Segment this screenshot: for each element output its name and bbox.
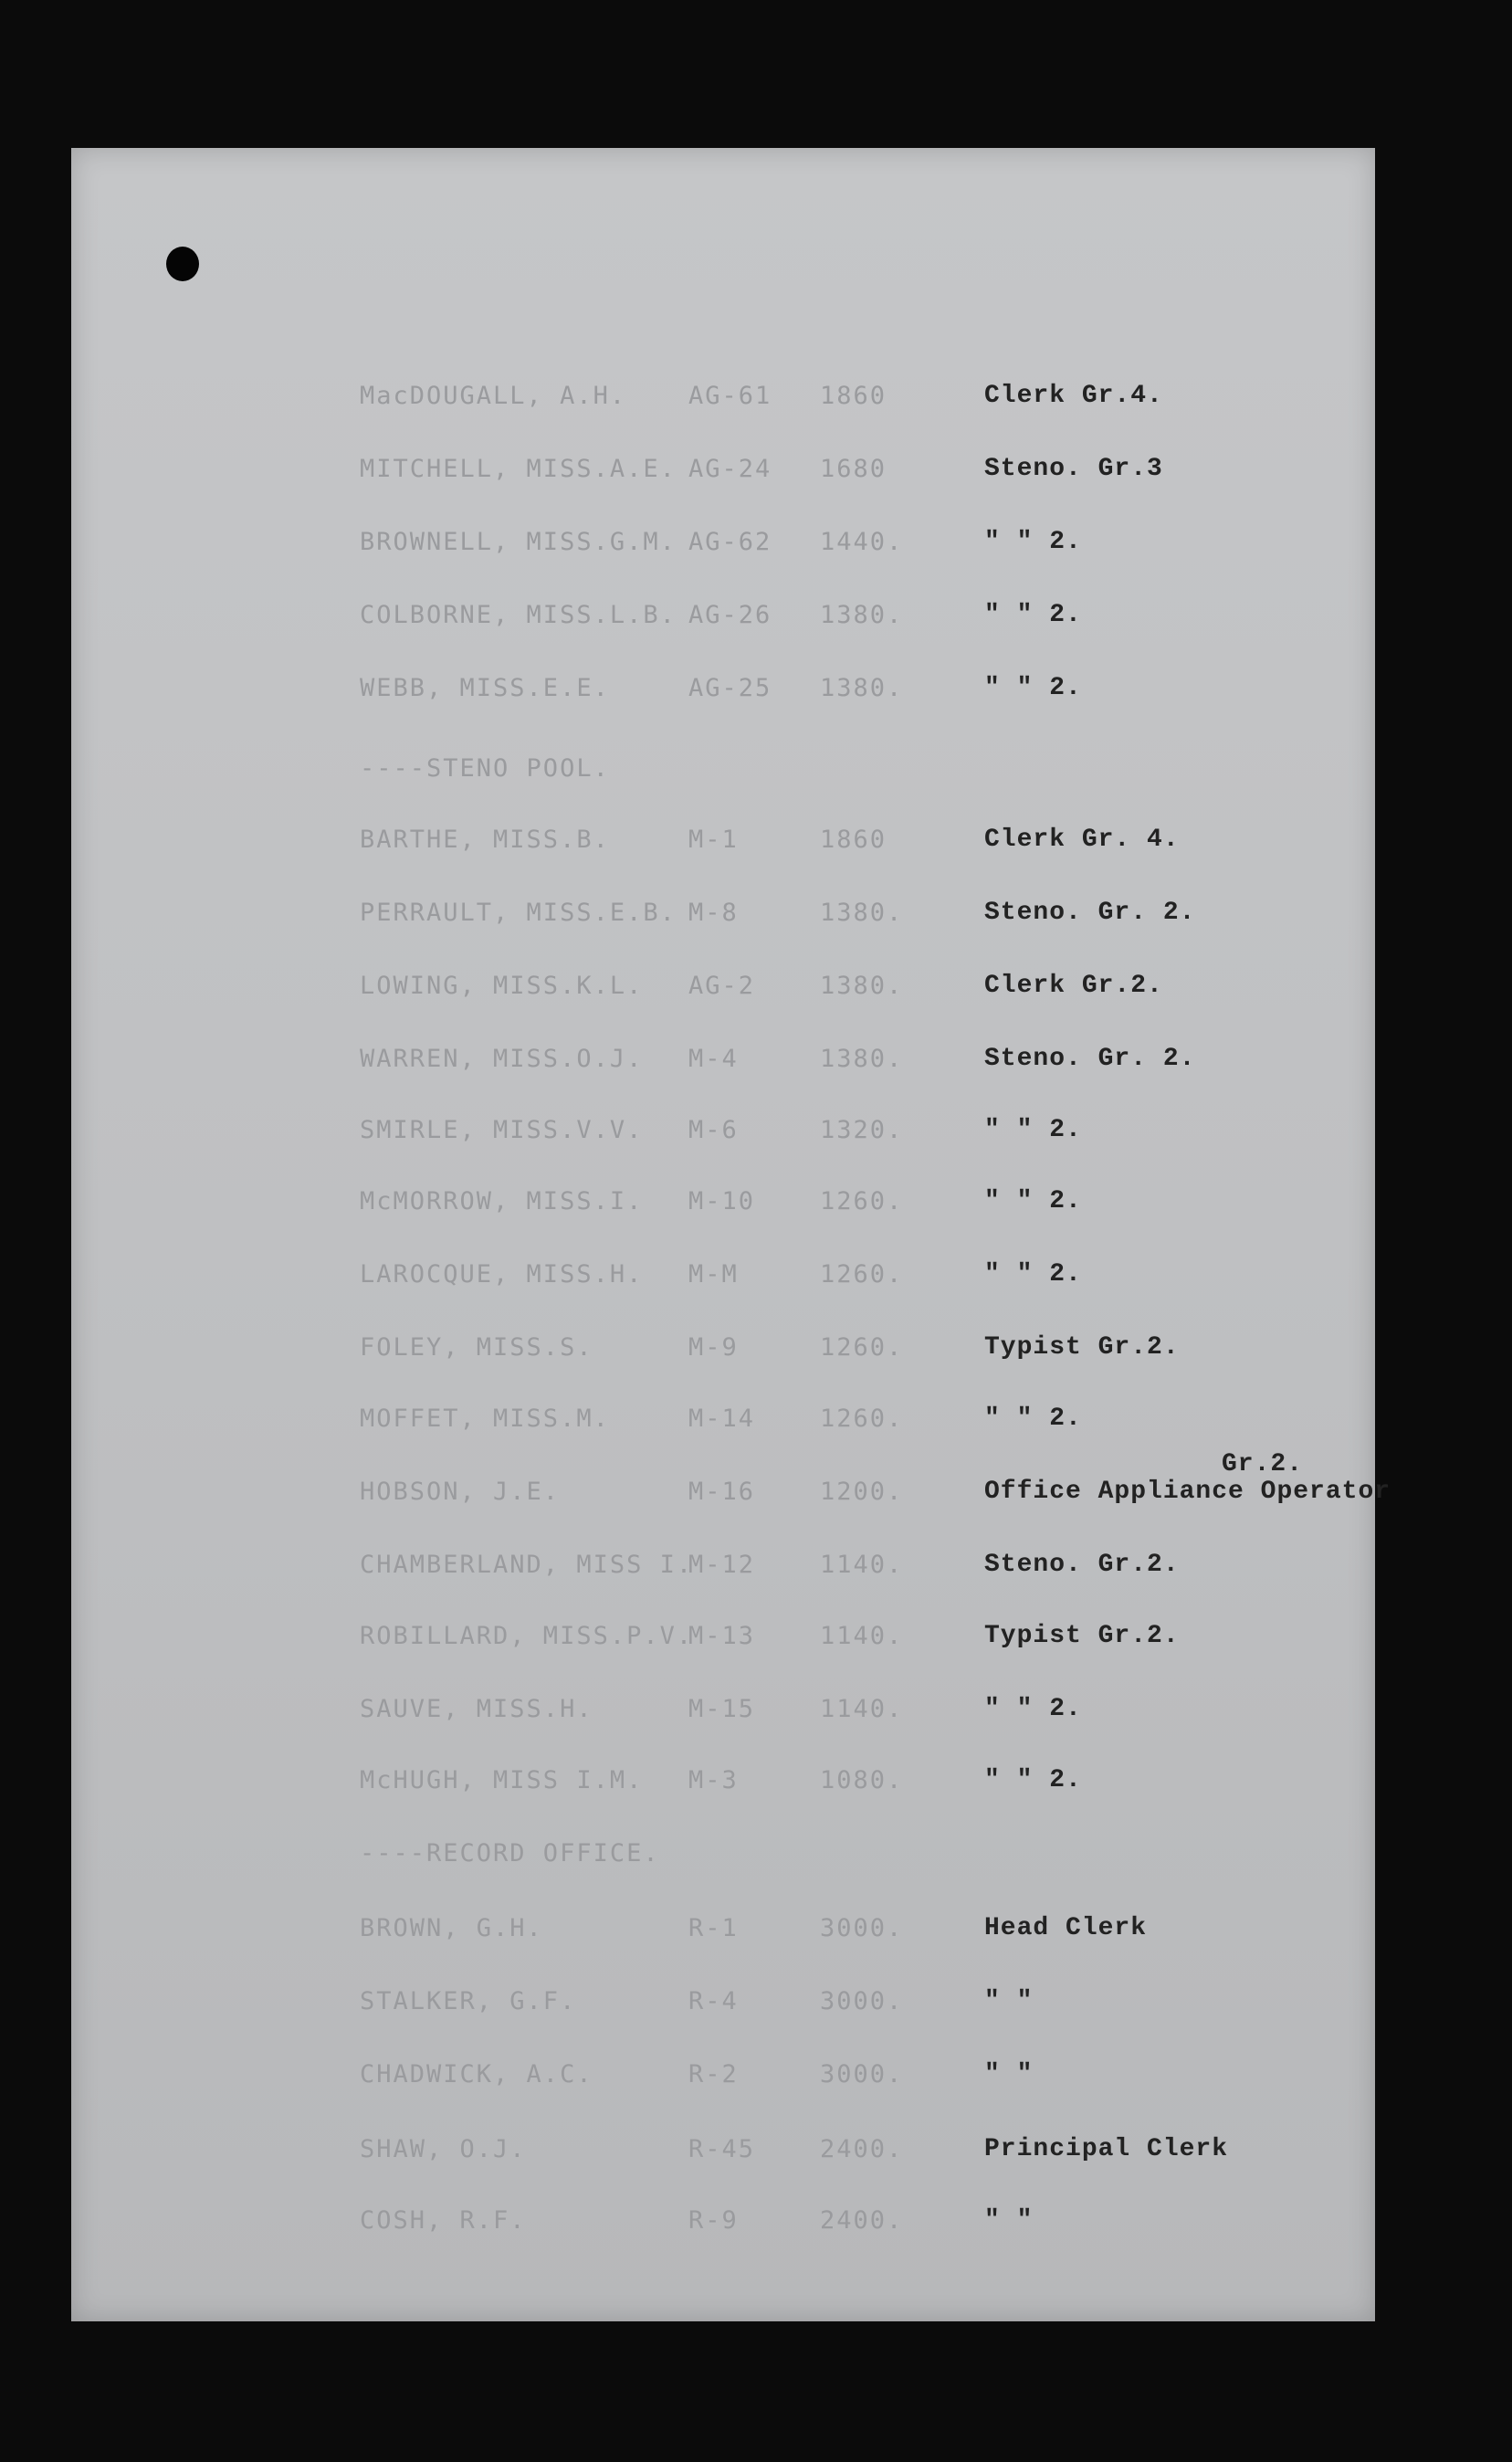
position-code: R-2 bbox=[688, 2060, 739, 2088]
section-heading: ----RECORD OFFICE. bbox=[360, 1839, 660, 1868]
salary: 1380. bbox=[820, 972, 904, 1000]
employee-name: WEBB, MISS.E.E. bbox=[360, 674, 610, 702]
position-code: M-1 bbox=[688, 826, 739, 854]
salary: 2400. bbox=[820, 2206, 904, 2235]
position-code: AG-26 bbox=[688, 601, 772, 629]
employee-name: CHAMBERLAND, MISS I. bbox=[360, 1551, 694, 1579]
employee-name: MacDOUGALL, A.H. bbox=[360, 382, 627, 410]
job-title: " " 2. bbox=[984, 1187, 1082, 1215]
job-title: " " bbox=[984, 1987, 1034, 2015]
table-row bbox=[71, 674, 1375, 729]
salary: 1200. bbox=[820, 1478, 904, 1506]
salary: 1140. bbox=[820, 1622, 904, 1650]
table-row bbox=[71, 455, 1375, 510]
salary: 1080. bbox=[820, 1766, 904, 1794]
table-row bbox=[71, 1260, 1375, 1315]
job-title: Typist Gr.2. bbox=[984, 1622, 1180, 1650]
position-code: M-8 bbox=[688, 899, 739, 927]
job-title: Principal Clerk bbox=[984, 2135, 1229, 2163]
job-title: " " 2. bbox=[984, 674, 1082, 702]
position-code: R-1 bbox=[688, 1914, 739, 1942]
position-code: R-45 bbox=[688, 2135, 756, 2163]
salary: 1380. bbox=[820, 899, 904, 927]
position-code: M-10 bbox=[688, 1187, 756, 1215]
employee-name: McHUGH, MISS I.M. bbox=[360, 1766, 644, 1794]
table-row bbox=[71, 1914, 1375, 1969]
position-code: M-14 bbox=[688, 1405, 756, 1433]
employee-name: STALKER, G.F. bbox=[360, 1987, 577, 2015]
position-code: M-4 bbox=[688, 1045, 739, 1073]
salary: 1260. bbox=[820, 1187, 904, 1215]
table-row bbox=[71, 2135, 1375, 2190]
table-row bbox=[71, 2206, 1375, 2261]
job-title: " " 2. bbox=[984, 1260, 1082, 1289]
table-row bbox=[71, 1045, 1375, 1099]
job-title: " " 2. bbox=[984, 1695, 1082, 1723]
job-title: " " bbox=[984, 2060, 1034, 2088]
job-title: Clerk Gr.4. bbox=[984, 382, 1163, 410]
salary: 1380. bbox=[820, 1045, 904, 1073]
position-code: M-13 bbox=[688, 1622, 756, 1650]
employee-name: COLBORNE, MISS.L.B. bbox=[360, 601, 677, 629]
salary: 1440. bbox=[820, 528, 904, 556]
salary: 1260. bbox=[820, 1405, 904, 1433]
job-title: Office Appliance Operator bbox=[984, 1478, 1391, 1506]
section-heading-row bbox=[71, 1839, 1375, 1894]
employee-name: BROWN, G.H. bbox=[360, 1914, 543, 1942]
employee-name: ROBILLARD, MISS.P.V. bbox=[360, 1622, 694, 1650]
job-title: Steno. Gr.3 bbox=[984, 455, 1163, 483]
table-row bbox=[71, 1450, 1391, 1532]
employee-name: MOFFET, MISS.M. bbox=[360, 1405, 610, 1433]
position-code: M-12 bbox=[688, 1551, 756, 1579]
position-code: M-6 bbox=[688, 1116, 739, 1144]
salary: 1140. bbox=[820, 1551, 904, 1579]
employee-name: FOLEY, MISS.S. bbox=[360, 1333, 593, 1362]
job-title: " " 2. bbox=[984, 528, 1082, 556]
salary: 1260. bbox=[820, 1260, 904, 1289]
job-title: Head Clerk bbox=[984, 1914, 1148, 1942]
employee-name: CHADWICK, A.C. bbox=[360, 2060, 593, 2088]
table-row bbox=[71, 1333, 1375, 1388]
position-code: AG-61 bbox=[688, 382, 772, 410]
job-title: Steno. Gr.2. bbox=[984, 1551, 1180, 1579]
position-code: R-9 bbox=[688, 2206, 739, 2235]
employee-name: WARREN, MISS.O.J. bbox=[360, 1045, 644, 1073]
job-title: " " 2. bbox=[984, 601, 1082, 629]
table-row bbox=[71, 601, 1375, 656]
table-row bbox=[71, 382, 1375, 437]
position-code: AG-2 bbox=[688, 972, 756, 1000]
job-title: Clerk Gr.2. bbox=[984, 972, 1163, 1000]
job-title: " " 2. bbox=[984, 1766, 1082, 1794]
employee-name: McMORROW, MISS.I. bbox=[360, 1187, 644, 1215]
table-row bbox=[71, 972, 1375, 1026]
table-row bbox=[71, 1405, 1375, 1459]
salary: 3000. bbox=[820, 1987, 904, 2015]
table-row bbox=[71, 1987, 1375, 2042]
employee-name: BROWNELL, MISS.G.M. bbox=[360, 528, 677, 556]
position-code: R-4 bbox=[688, 1987, 739, 2015]
employee-name: LOWING, MISS.K.L. bbox=[360, 972, 644, 1000]
position-code: AG-62 bbox=[688, 528, 772, 556]
job-title: " " bbox=[984, 2206, 1034, 2235]
table-row bbox=[71, 899, 1375, 953]
salary: 1380. bbox=[820, 674, 904, 702]
salary: 3000. bbox=[820, 1914, 904, 1942]
employee-name: PERRAULT, MISS.E.B. bbox=[360, 899, 677, 927]
employee-name: LAROCQUE, MISS.H. bbox=[360, 1260, 644, 1289]
position-code: M-3 bbox=[688, 1766, 739, 1794]
salary: 3000. bbox=[820, 2060, 904, 2088]
salary: 1320. bbox=[820, 1116, 904, 1144]
job-title: Typist Gr.2. bbox=[984, 1333, 1180, 1362]
staff-list bbox=[71, 148, 1391, 2321]
position-code: AG-24 bbox=[688, 455, 772, 483]
position-code: M-9 bbox=[688, 1333, 739, 1362]
table-row bbox=[71, 2060, 1375, 2115]
table-row bbox=[71, 1116, 1375, 1171]
salary: 2400. bbox=[820, 2135, 904, 2163]
table-row bbox=[71, 1622, 1375, 1677]
section-heading-row bbox=[71, 754, 1375, 809]
table-row bbox=[71, 826, 1375, 880]
salary: 1380. bbox=[820, 601, 904, 629]
position-code: AG-25 bbox=[688, 674, 772, 702]
salary: 1860 bbox=[820, 382, 887, 410]
employee-name: COSH, R.F. bbox=[360, 2206, 527, 2235]
salary: 1680 bbox=[820, 455, 887, 483]
job-title: " " 2. bbox=[984, 1116, 1082, 1144]
position-code: M-16 bbox=[688, 1478, 756, 1506]
employee-name: SHAW, O.J. bbox=[360, 2135, 527, 2163]
employee-name: BARTHE, MISS.B. bbox=[360, 826, 610, 854]
table-row bbox=[71, 1766, 1375, 1821]
job-title: Clerk Gr. 4. bbox=[984, 826, 1180, 854]
document-page bbox=[71, 148, 1391, 2321]
table-row bbox=[71, 528, 1375, 583]
table-row bbox=[71, 1187, 1375, 1242]
position-code: M-M bbox=[688, 1260, 739, 1289]
employee-name: SMIRLE, MISS.V.V. bbox=[360, 1116, 644, 1144]
job-title: " " 2. bbox=[984, 1405, 1082, 1433]
employee-name: HOBSON, J.E. bbox=[360, 1478, 561, 1506]
job-title: Steno. Gr. 2. bbox=[984, 899, 1196, 927]
job-title-grade: Gr.2. bbox=[1222, 1450, 1304, 1478]
section-heading: ----STENO POOL. bbox=[360, 754, 610, 783]
position-code: M-15 bbox=[688, 1695, 756, 1723]
table-row bbox=[71, 1551, 1375, 1605]
table-row bbox=[71, 1695, 1375, 1750]
salary: 1260. bbox=[820, 1333, 904, 1362]
salary: 1140. bbox=[820, 1695, 904, 1723]
employee-name: MITCHELL, MISS.A.E. bbox=[360, 455, 677, 483]
job-title: Steno. Gr. 2. bbox=[984, 1045, 1196, 1073]
employee-name: SAUVE, MISS.H. bbox=[360, 1695, 593, 1723]
salary: 1860 bbox=[820, 826, 887, 854]
